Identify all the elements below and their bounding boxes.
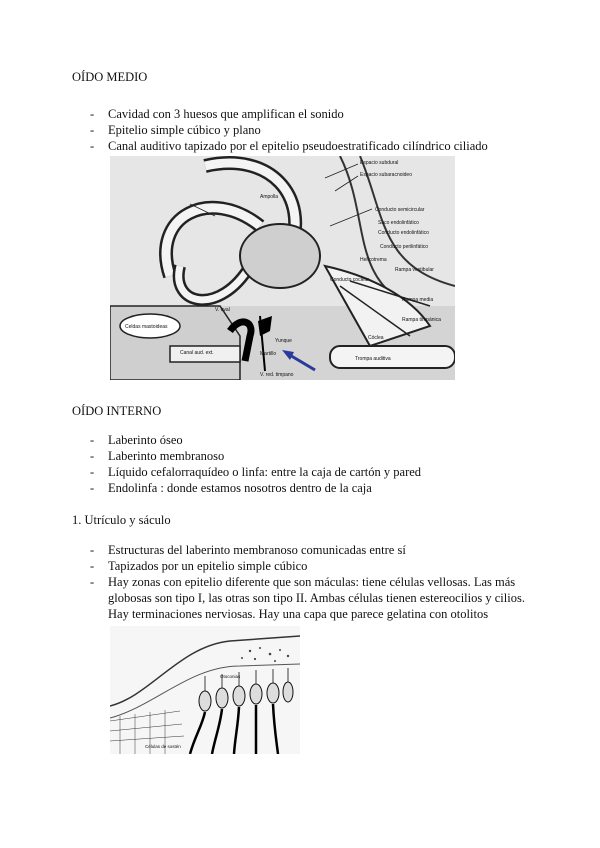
heading-oido-medio: OÍDO MEDIO: [72, 70, 148, 84]
label-trompa-auditiva: Trompa auditiva: [355, 356, 391, 362]
label-espacio-subdural: Espacio subdural: [360, 160, 399, 166]
label-ventana-redonda: V. red. timpano: [260, 372, 294, 378]
list-item: - Epitelio simple cúbico y plano: [90, 122, 530, 138]
label-espacio-subaracnoideo: Espacio subaracnoideo: [360, 172, 412, 178]
list-item: - Laberinto óseo: [90, 432, 530, 448]
label-celulas-sosten: Células de sostén: [145, 744, 181, 749]
heading-oido-interno: OÍDO INTERNO: [72, 404, 162, 418]
label-conducto-endolinfatico: Conducto endolinfático: [378, 230, 429, 236]
label-rampa-vestibular: Rampa vestibular: [395, 267, 434, 273]
label-ventana-oval: V. oval: [215, 307, 230, 313]
label-saco-endolinfatico: Saco endolinfático: [378, 220, 419, 226]
list-utriculo-saculo: [90, 542, 530, 622]
label-conducto-coclear: Conducto coclear: [330, 277, 369, 283]
label-rampa-media: Rampa media: [402, 297, 434, 303]
label-celdas-mastoideas: Celdas mastoideas: [125, 324, 168, 330]
label-conducto-semicircular: Conducto semicircular: [375, 207, 425, 213]
list-item: - Hay zonas con epitelio diferente que son máculas: tiene células vellosas. Las más globosas son tipo I, las otras son tipo II. Ambas células tienen estereocilios y cilios. Hay terminaciones nerviosas. Hay una capa que parece gelatina con otolitos: [90, 574, 530, 622]
list-item: - Estructuras del laberinto membranoso comunicadas entre sí: [90, 542, 530, 558]
label-yunque: Yunque: [275, 338, 292, 344]
label-martillo: Martillo: [260, 351, 277, 357]
ear-anatomy-figure: [110, 156, 455, 380]
label-otoconias: Otoconias: [220, 674, 241, 679]
label-rampa-timpanica: Rampa timpánica: [402, 317, 441, 323]
label-canal-auditivo: Canal aud. ext.: [180, 350, 214, 356]
heading-utriculo-saculo: 1. Utrículo y sáculo: [72, 513, 171, 527]
list-oido-medio: [90, 106, 530, 154]
list-item: - Endolinfa : donde estamos nosotros dentro de la caja: [90, 480, 530, 496]
list-item: - Laberinto membranoso: [90, 448, 530, 464]
label-coclea: Cóclea: [368, 335, 384, 341]
list-item: - Líquido cefalorraquídeo o linfa: entre la caja de cartón y pared: [90, 464, 530, 480]
label-helicotrema: Helicotrema: [360, 257, 387, 263]
list-item: - Tapizados por un epitelio simple cúbico: [90, 558, 530, 574]
list-oido-interno: [90, 432, 530, 496]
macula-illustration: [110, 626, 300, 754]
label-conducto-perilinfatico: Conducto perilinfático: [380, 244, 429, 250]
list-item: - Cavidad con 3 huesos que amplifican el sonido: [90, 106, 530, 122]
macula-figure: [110, 626, 300, 754]
ear-anatomy-illustration: [110, 156, 455, 380]
label-ampolla: Ampolla: [260, 194, 279, 200]
list-item: - Canal auditivo tapizado por el epitelio pseudoestratificado cilíndrico ciliado: [90, 138, 530, 154]
